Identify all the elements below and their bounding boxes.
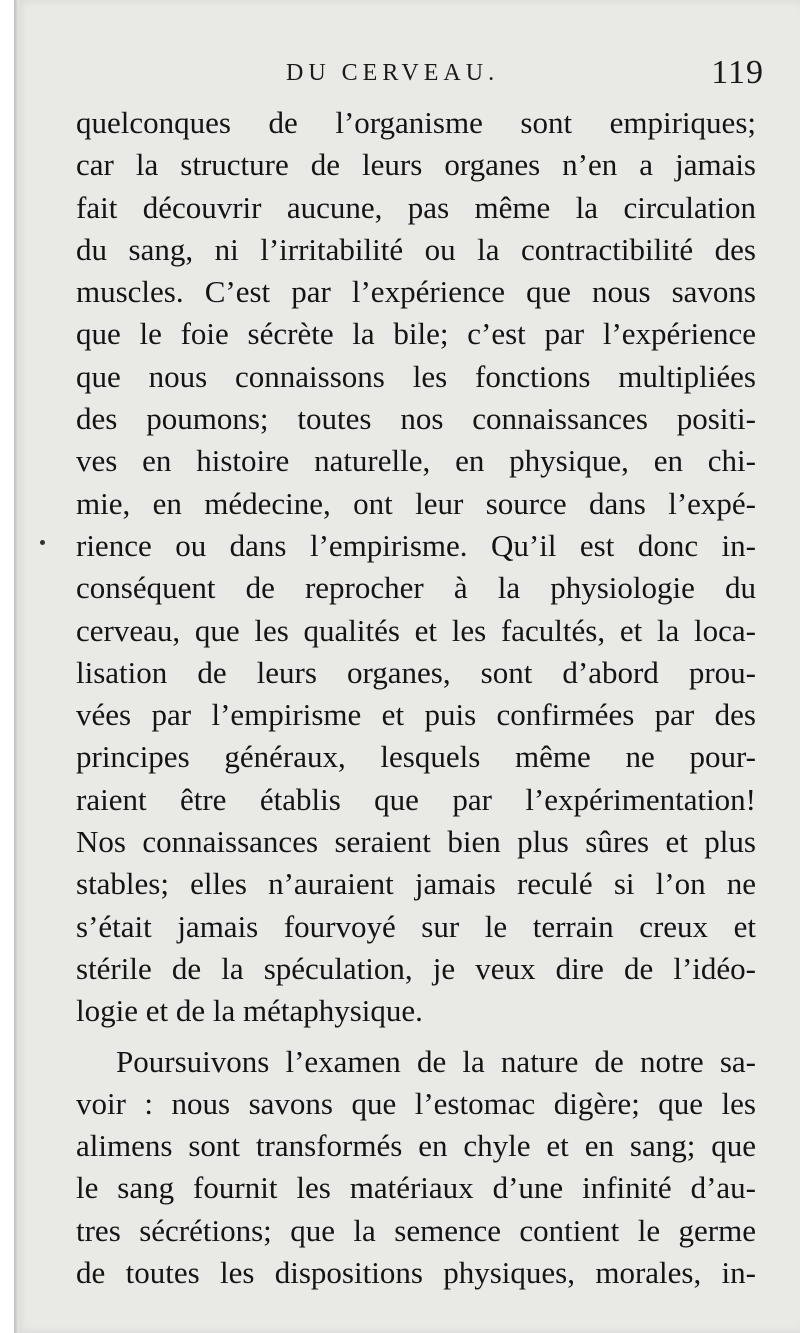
text-line: car la structure de leurs organes n’en a jamais: [76, 147, 756, 183]
text-line: stables; elles n’auraient jamais reculé si l’on ne: [76, 866, 756, 902]
text-line: du sang, ni l’irritabilité ou la contractibilité des: [76, 231, 756, 267]
text-line: alimens sont transformés en chyle et en sang; que: [76, 1128, 756, 1164]
text-line: voir : nous savons que l’estomac digère; que les: [76, 1085, 756, 1121]
text-line: que le foie sécrète la bile; c’est par l’expérience: [76, 316, 756, 352]
text-line: ves en histoire naturelle, en physique, en chi-: [76, 443, 756, 479]
text-line: tres sécrétions; que la semence contient le germe: [76, 1212, 756, 1248]
text-line: stérile de la spéculation, je veux dire de l’idéo-: [76, 950, 756, 986]
text-line: de toutes les dispositions physiques, morales, in-: [76, 1255, 756, 1291]
page-body: [76, 102, 756, 1294]
paragraph-2: [76, 1041, 756, 1295]
text-line: quelconques de l’organisme sont empiriques;: [76, 105, 756, 140]
text-line: logie et de la métaphysique.: [76, 993, 423, 1029]
text-line: que nous connaissons les fonctions multipliées: [76, 358, 756, 394]
text-line: le sang fournit les matériaux d’une infinité d’au-: [76, 1170, 756, 1206]
margin-mark: [40, 540, 45, 545]
text-line: principes généraux, lesquels même ne pour-: [76, 739, 756, 775]
text-line: vées par l’empirisme et puis confirmées par des: [76, 697, 756, 733]
text-line: lisation de leurs organes, sont d’abord prou-: [76, 654, 756, 690]
text-line: raient être établis que par l’expérimentation!: [76, 781, 756, 817]
page-number: 119: [711, 54, 764, 91]
text-line: fait découvrir aucune, pas même la circulation: [76, 189, 756, 225]
text-line: cerveau, que les qualités et les facultés, et la loca-: [76, 612, 756, 648]
text-line: s’était jamais fourvoyé sur le terrain creux et: [76, 908, 756, 944]
page-header: [14, 54, 800, 98]
text-line: muscles. C’est par l’expérience que nous savons: [76, 274, 756, 310]
running-head: DU CERVEAU.: [286, 60, 500, 86]
text-line: des poumons; toutes nos connaissances positi-: [76, 401, 756, 437]
text-line: Poursuivons l’examen de la nature de notre sa-: [116, 1043, 756, 1079]
book-page: [14, 0, 800, 1333]
text-line: rience ou dans l’empirisme. Qu’il est donc in-: [76, 527, 756, 563]
paragraph-1: [76, 102, 756, 1033]
paragraph-gap: [76, 1033, 756, 1041]
text-line: conséquent de reprocher à la physiologie du: [76, 570, 756, 606]
text-line: mie, en médecine, ont leur source dans l’expé-: [76, 485, 756, 521]
text-line: Nos connaissances seraient bien plus sûres et plus: [76, 824, 756, 860]
